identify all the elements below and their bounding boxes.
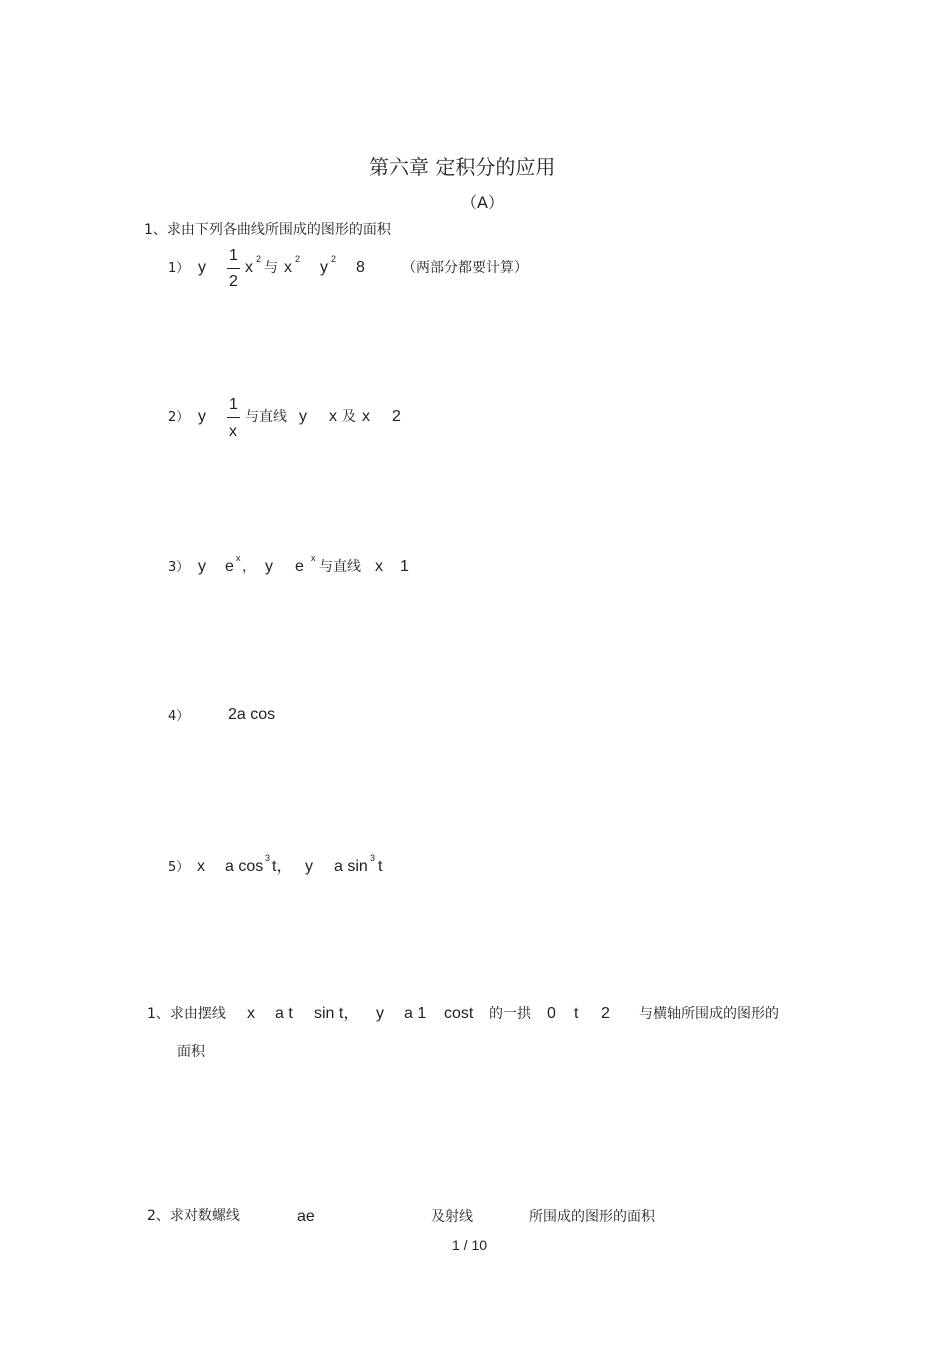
- math-expression: 2a cos: [228, 706, 276, 723]
- math-var: y: [299, 408, 307, 425]
- math-const: 2: [601, 1005, 610, 1022]
- problem-number: 1）: [168, 261, 190, 276]
- question-suffix: 与横轴所围成的图形的: [639, 1006, 779, 1022]
- superscript: 2: [295, 254, 301, 264]
- math-const: 0: [547, 1005, 556, 1022]
- superscript: 2: [256, 254, 262, 264]
- math-var: t，: [272, 858, 293, 875]
- math-var: x: [247, 1005, 255, 1022]
- fraction-bar: [227, 268, 240, 269]
- math-var: x: [329, 408, 337, 425]
- fraction-numerator: 1: [229, 247, 238, 264]
- math-expression: a sin: [334, 858, 368, 875]
- section-label: （A）: [461, 193, 504, 212]
- math-var: y: [376, 1005, 384, 1022]
- math-var: x: [375, 558, 383, 575]
- text-line: 与直线: [319, 559, 361, 575]
- math-expression: cost: [444, 1005, 474, 1022]
- superscript: x: [311, 553, 316, 563]
- text-and: 及: [342, 409, 356, 425]
- superscript: x: [236, 553, 241, 563]
- math-expression: sin t，: [314, 1005, 360, 1022]
- page-number: 1 / 10: [452, 1237, 488, 1253]
- question-prefix: 1、求由摆线: [147, 1006, 226, 1022]
- fraction-bar: [227, 417, 240, 418]
- text-arch: 的一拱: [489, 1006, 531, 1022]
- problem-number: 4）: [168, 709, 190, 724]
- math-var: t: [574, 1005, 579, 1022]
- superscript: 3: [370, 853, 376, 863]
- math-var: y: [198, 558, 206, 575]
- text-line: 与直线: [245, 409, 287, 425]
- fraction-numerator: 1: [229, 396, 238, 413]
- math-e: e: [225, 558, 234, 575]
- math-expression: a 1: [404, 1005, 427, 1022]
- superscript: 2: [331, 254, 337, 264]
- math-var: t: [378, 858, 383, 875]
- math-var: y: [305, 858, 313, 875]
- superscript: 3: [265, 853, 271, 863]
- question-prefix: 2、求对数螺线: [147, 1208, 240, 1224]
- math-var: y: [265, 558, 273, 575]
- question-suffix: 所围成的图形的面积: [529, 1209, 655, 1225]
- text-ray: 及射线: [431, 1209, 473, 1225]
- math-var: x: [284, 259, 292, 276]
- note-text: （两部分都要计算）: [402, 260, 528, 276]
- math-expression: a t: [275, 1005, 293, 1022]
- math-const: 8: [356, 259, 365, 276]
- problem-number: 3）: [168, 560, 190, 575]
- chapter-title: 第六章 定积分的应用: [369, 155, 556, 179]
- problem-number: 5）: [168, 860, 190, 875]
- math-const: 2: [392, 408, 401, 425]
- question-1-label: 1、求由下列各曲线所围成的图形的面积: [144, 222, 391, 238]
- math-var: y: [320, 259, 328, 276]
- math-var: x: [362, 408, 370, 425]
- math-var: x: [245, 259, 253, 276]
- question-continuation: 面积: [177, 1044, 205, 1060]
- math-var: y: [198, 408, 206, 425]
- problem-number: 2）: [168, 410, 190, 425]
- math-var: y: [198, 259, 206, 276]
- math-expression: a cos: [225, 858, 264, 875]
- math-expression: ae: [297, 1208, 315, 1225]
- text-with: 与: [264, 260, 278, 276]
- math-const: 1: [400, 558, 409, 575]
- fraction-denominator: x: [229, 423, 237, 440]
- comma: ，: [242, 559, 256, 575]
- fraction-denominator: 2: [229, 273, 238, 290]
- math-e: e: [295, 558, 304, 575]
- math-var: x: [197, 858, 205, 875]
